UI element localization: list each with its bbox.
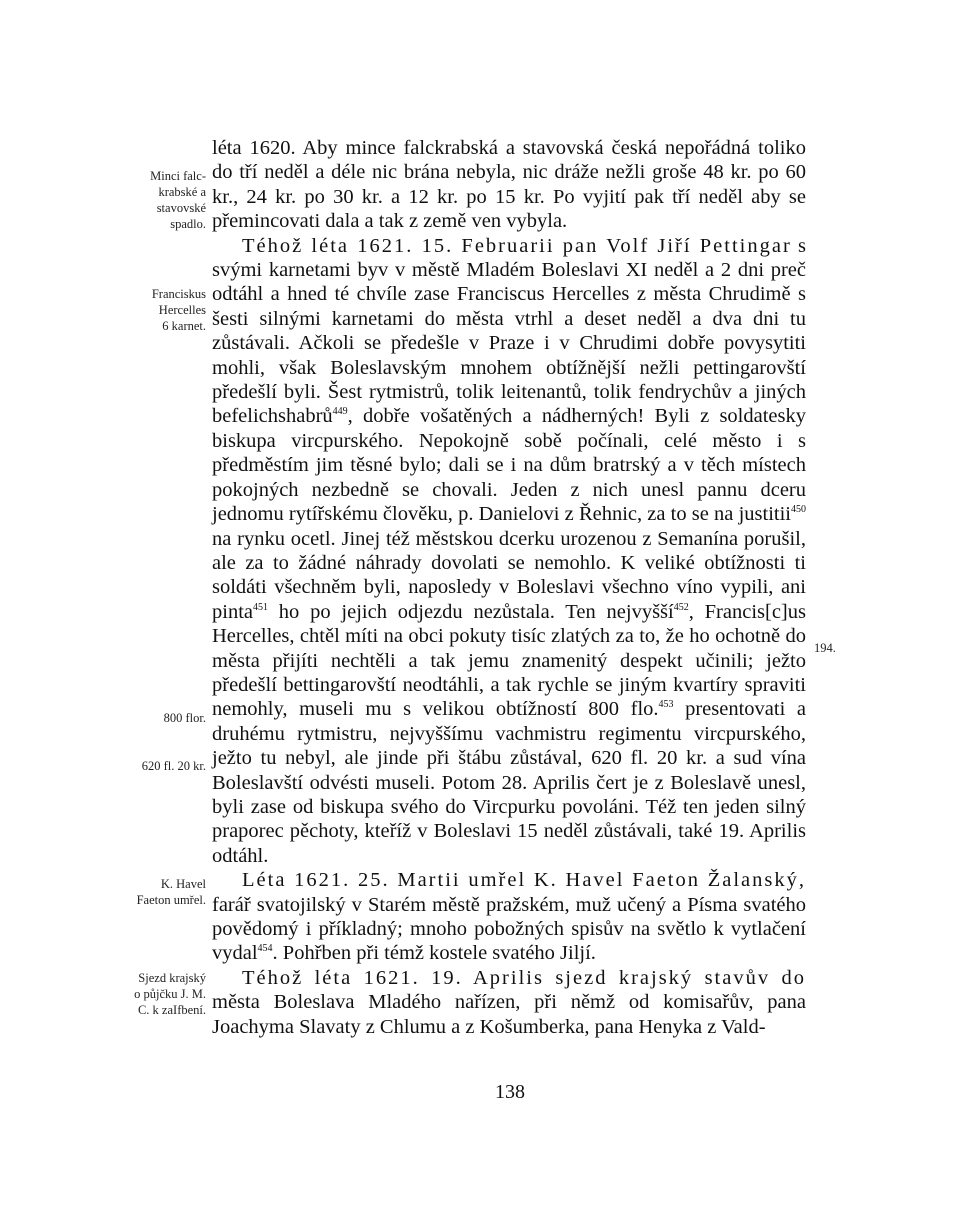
footnote-ref-453: 453 xyxy=(658,699,674,711)
paragraph-1 xyxy=(212,136,806,234)
footnote-ref-450: 450 xyxy=(791,504,806,516)
marginal-note-620-fl: 620 fl. 20 kr. xyxy=(141,759,206,773)
footnote-ref-451: 451 xyxy=(253,601,268,613)
paragraph-3 xyxy=(212,868,806,966)
paragraph-2-text-b: , dobře vošatěných a nádherných! Byli z soldatesky biskupa vircpurského. Nepokojně sobě počínali, celé město i s předměstím jim těsné bylo; dali se i na dům bratrský a v těch místech pokojných nezbedně se chovali. Jeden z nich unesl pannu dceru jednomu rytířskému člověku, p. Danielovi z Řehnic, za to se na justitii xyxy=(212,405,806,526)
footnote-ref-452: 452 xyxy=(673,601,689,613)
paragraph-1-text: léta 1620. Aby mince falckrabská a stavovská česká nepořádná toliko do tří neděl a déle nic brána nebyla, nic dráže nežli groše 48 kr. po 60 kr., 24 kr. po 30 kr. a 12 kr. po 15 kr. Po vyjití pak tří neděl aby se přemincovati dala a tak z země ven vybyla. xyxy=(212,137,806,233)
paragraph-3-text-b: . Pohřben při témž kostele svatého Jiljí. xyxy=(272,942,596,965)
paragraph-3-text-a: farář svatojilský v Starém městě pražském, muž učený a Písma svatého povědomý i příkladný; mnoho pobožných spisův na světlo k vytlačení vydal xyxy=(212,893,806,965)
paragraph-3-lead: Léta 1621. 25. Martii umřel K. Havel Faeton Žalanský, xyxy=(242,869,806,892)
marginal-note-havel: K. Havel Faeton umřel. xyxy=(136,877,206,907)
main-text-block xyxy=(212,136,806,1039)
paragraph-4-text: města Boleslava Mladého nařízen, při němž od komisařův, pana Joachyma Slavaty z Chlumu a z Košumberka, pana Henyka z Vald- xyxy=(212,991,806,1038)
paragraph-4 xyxy=(212,966,806,1039)
footnote-ref-449: 449 xyxy=(332,406,348,418)
footnote-ref-454: 454 xyxy=(257,943,273,955)
paragraph-2-lead: Téhož léta 1621. 15. Februarii pan Volf Jiří Pettingar xyxy=(242,234,792,257)
marginal-ref-194: 194. xyxy=(814,641,836,655)
paragraph-2-text-f: presentovati a druhému rytmistru, nejvyššímu vachmistru regimentu vircpurského, ježto tu nebyl, ale jinde při štábu zůstával, 620 fl. 20 kr. a sud vína Boleslavští odvésti museli. Potom 28. Aprilis čert je z Boleslavě unesl, byli zase od biskupa svého do Vircpurku povoláni. Též ten jeden silný praporec pěchoty, kteříž v Boleslavi 15 neděl zůstávali, také 19. Aprilis odtáhl. xyxy=(212,698,806,867)
paragraph-2-text-e: , Francis[c]us Hercelles, chtěl míti na obci pokuty tisíc zlatých za to, že ho ochotně do města přijíti nechtěli a tak jemu znamenitý despekt učinili; ježto předešlí bettingarovští neodtáhli, a tak rychle se jiným kvartíry spraviti nemohly, museli mu s velikou obtížností 800 flo. xyxy=(212,600,806,721)
paragraph-2 xyxy=(212,234,806,869)
paragraph-2-text-c: na rynku ocetl. Jinej též městskou dcerku urozenou z Semanína porušil, ale za to žádné náhrady dovolati se nemohlo. K veliké obtížnosti ti soldáti všechněm byli, naposledy v Boleslavi všechno víno vypili, ani pinta xyxy=(212,527,806,623)
paragraph-2-text-a: s svými karnetami byv v městě Mladém Boleslavi XI neděl a 2 dni preč odtáhl a hned té chvíle zase Franciscus Hercelles z města Chrudimě s šesti silnými karnetami do města vtrhl a deset neděl a dva dni tu zůstávali. Ačkoli se předešle v Praze i v Chrudimi dobře povysytiti mohli, však Boleslavským mnohem obtížnější nežli pettingarovští předešlí byli. Šest rytmistrů, tolik leitenantů, tolik fendrychův a jiných befelichshabrů xyxy=(212,234,806,428)
paragraph-4-lead: Téhož léta 1621. 19. Aprilis sjezd krajský stavův do xyxy=(242,966,806,989)
page-number: 138 xyxy=(495,1081,525,1103)
paragraph-2-text-d: ho po jejich odjezdu nezůstala. Ten nejvyšší xyxy=(268,600,674,623)
marginal-note-hercelles: Franciskus Hercelles 6 karnet. xyxy=(151,287,206,333)
marginal-note-mince: Minci falc- krabské a stavovské spadlo. xyxy=(150,169,206,231)
marginal-note-800-flor: 800 flor. xyxy=(163,711,206,725)
marginal-note-sjezd: Sjezd krajský o půjčku J. M. C. k zaIfbení. xyxy=(134,971,206,1017)
